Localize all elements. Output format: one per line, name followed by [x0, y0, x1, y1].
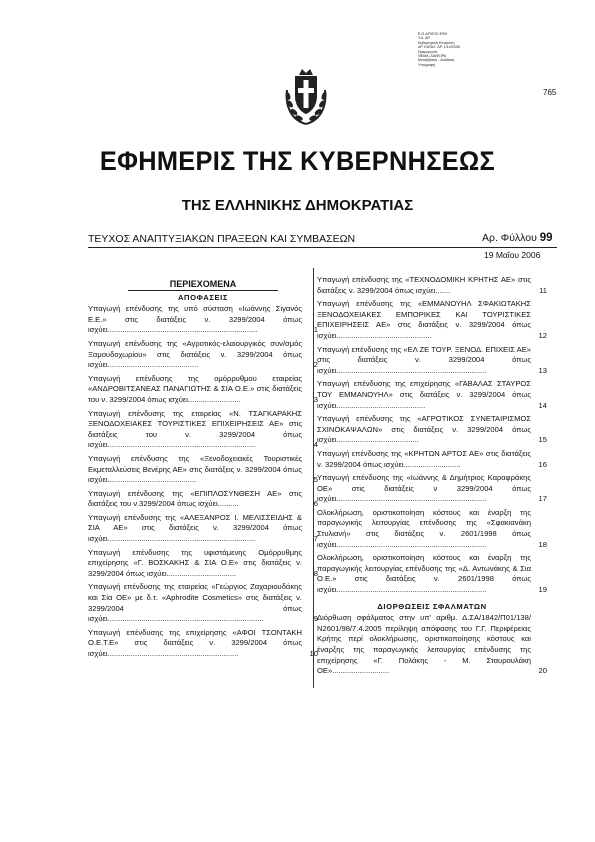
- toc-entry[interactable]: [317, 345, 547, 377]
- toc-entry-text: Υπαγωγή επένδυσης της «ΚΡΗΤΩΝ ΑΡΤΟΣ ΑΕ» στις διατάξεις ν. 3299/2004 όπως ισχύει...........................: [317, 448, 531, 469]
- toc-entry-page: 16: [538, 459, 547, 469]
- toc-entry[interactable]: [88, 409, 318, 451]
- stamp-line: Ημερομηνία: [418, 49, 438, 54]
- toc-entry[interactable]: [88, 489, 318, 510]
- toc-entry-text: Ολοκλήρωση, οριστικοποίηση κόστους και έναρξη της παραγωγικής λειτουργίας επένδυσης της «Δ. Αντωνάκης & Σια Ο.Ε.» στις διατάξεις ν. 2601/1998 όπως ισχύει.......................................................................: [317, 553, 531, 595]
- toc-entry[interactable]: [317, 508, 547, 550]
- toc-entry-page: 9: [313, 614, 318, 624]
- toc-entry[interactable]: [88, 339, 318, 371]
- toc-entry-text: Υπαγωγή επένδυσης της εταιρείας «Ν. ΤΣΑΓΚΑΡΑΚΗΣ ΞΕΝΟΔΟΧΕΙΑΚΕΣ ΤΟΥΡΙΣΤΙΚΕΣ ΕΠΙΧΕΙΡΗΣΕΙΣ ΑΕ» στις διατάξεις του ν. 3299/2004 όπως ισχύει......................................................................: [88, 408, 302, 450]
- toc-entry-page: 8: [313, 568, 318, 578]
- toc-entry-text: Ολοκλήρωση, οριστικοποίηση κόστους και έναρξη της παραγωγικής λειτουργίας επένδυσης της «Σφακιανάκη Στυλιανή» στις διατάξεις ν. 2601/1998 όπως ισχύει.......................................................................: [317, 507, 531, 549]
- sheet-label: Αρ. Φύλλου: [482, 232, 537, 244]
- toc-entry-text: Υπαγωγή επένδυσης της «Ξενοδοχειακές Τουριστικές Εκμεταλλεύσεις Βενέρης ΑΕ» στις διατάξεις ν. 3299/2004 όπως ισχύει..........................................: [88, 453, 302, 485]
- toc-entry-text: Υπαγωγή επένδυσης της «ΕΛ ΖΕ ΤΟΥΡ. ΞΕΝΟΔ. ΕΠΙΧΕΙΣ ΑΕ» στις διατάξεις ν. 3299/2004 όπως ισχύει.......................................................................: [317, 344, 531, 375]
- toc-entry[interactable]: [88, 548, 318, 580]
- toc-entry-page: 2: [313, 360, 318, 370]
- issue-date: 19 Μαΐου 2006: [484, 250, 541, 260]
- toc-entry-page: 7: [313, 534, 318, 544]
- issue-type: ΤΕΥΧΟΣ ΑΝΑΠΤΥΞΙΑΚΩΝ ΠΡΑΞΕΩΝ ΚΑΙ ΣΥΜΒΑΣΕΩΝ: [88, 233, 356, 245]
- toc-entry[interactable]: [317, 553, 547, 595]
- toc-entry-page: 3: [313, 394, 318, 404]
- toc-entry[interactable]: [88, 582, 318, 624]
- toc-entry-page: 19: [538, 585, 547, 595]
- toc-entry-text: Υπαγωγή επένδυσης της υπό σύσταση «Ιωάννης Σιγανός Ε.Ε.» στις διατάξεις ν. 3299/2004 όπως ισχύει.......................................................................: [88, 304, 302, 335]
- toc-entry-text: Υπαγωγή επένδυσης της «Αγροτικός-ελαιουργικός συν/σμός Ξαμουδοχωρίου» στις διατάξεις ν. 3299/2004 όπως ισχύει...........................................: [88, 338, 302, 370]
- section-errata: ΔΙΟΡΘΩΣΕΙΣ ΣΦΑΛΜΑΤΩΝ: [377, 601, 487, 611]
- toc-entry-text: Υπαγωγή επένδυσης της εταιρείας «Γεώργιος Ζαχαριουδάκης και Σία ΟΕ» με δ.τ. «Aphrodite Cosmetics» στις διατάξεις ν. 3299/2004 όπως ισχύει..........................................................................: [88, 582, 302, 624]
- toc-entry[interactable]: [317, 449, 547, 470]
- toc-entry[interactable]: [88, 374, 318, 406]
- sheet-number: [482, 232, 553, 244]
- gazette-title: ΕΦΗΜΕΡΙΣ ΤΗΣ ΚΥΒΕΡΝΗΣΕΩΣ: [99, 146, 496, 176]
- stamp-line: Κυβερνητική Επιτροπή: [418, 40, 455, 45]
- toc-entry[interactable]: [317, 613, 547, 677]
- toc-entry-page: 18: [538, 539, 547, 549]
- toc-left-column: [88, 275, 318, 663]
- toc-entry-text: Υπαγωγή επένδυσης της «ΑΓΡΟΤΙΚΟΣ ΣΥΝΕΤΑΙΡΙΣΜΟΣ ΣΧΙΝΟΚΑΨΑΛΩΝ» στις διατάξεις ν. 3299/2004 όπως ισχύει.......................................: [317, 414, 531, 445]
- stamp-line: ΘΕΜΑ: ΔΙΑΦΟΡΑ: [418, 54, 447, 59]
- toc-entry-page: 15: [538, 435, 547, 445]
- toc-entry-page: 10: [309, 649, 318, 658]
- toc-entry-text: Υπαγωγή επένδυσης της επιχείρησης «ΓΑΒΑΛΑΣ ΣΤΑΥΡΟΣ ΤΟΥ ΕΜΜΑΝΟΥΗΛ» στις διατάξεις ν. 3299/2004 όπως ισχύει..........................................: [317, 379, 531, 410]
- toc-entry[interactable]: [88, 304, 318, 336]
- toc-entry-text: Υπαγωγή επένδυσης της υφιστάμενης Ομόρρυθμης επιχείρησης «Γ. ΒΟΣΚΑΚΗΣ & ΣΙΑ Ο.Ε» στις διατάξεις ν. 3299/2004 όπως ισχύει.................................: [88, 547, 302, 578]
- toc-entry[interactable]: [88, 454, 318, 486]
- toc-entry-page: 5: [313, 475, 318, 485]
- toc-entry[interactable]: [88, 513, 318, 545]
- toc-entry-text: Υπαγωγή επένδυσης της «ΕΜΜΑΝΟΥΗΛ ΣΦΑΚΙΩΤΑΚΗΣ ΞΕΝΟΔΟΧΕΙΑΚΕΣ ΕΜΠΟΡΙΚΕΣ ΚΑΙ ΤΟΥΡΙΣΤΙΚΕΣ ΕΠΙΧΕΙΡΗΣΕΙΣ ΑΕ» στις διατάξεις ν. 3299/2004 όπως ισχύει.............................................: [317, 299, 531, 340]
- sheet-value: 99: [539, 232, 553, 244]
- section-decisions: ΑΠΟΦΑΣΕΙΣ: [177, 292, 229, 302]
- toc-entry-page: 4: [313, 440, 318, 450]
- toc-entry-text: Υπαγωγή επένδυσης της επιχείρησης «ΑΦΟΙ ΤΣΟΝΤΑΚΗ Ο.Ε.Τ.Ε» στις διατάξεις ν. 3299/2004 όπως ισχύει..............................................................: [88, 627, 302, 658]
- toc-entry-text: Υπαγωγή επένδυσης της ομόρρυθμου εταιρείας «ΑΝΔΡΟΒΙΤΣΑΝΕΑΣ ΠΑΝΑΓΙΩΤΗΣ & ΣΙΑ Ο.Ε.» στις διατάξεις του ν. 3299/2004 όπως ισχύει.........................: [88, 373, 302, 404]
- toc-entry-page: 17: [538, 494, 547, 504]
- toc-entry-text: Υπαγωγή επένδυσης της «ΕΠΙΠΛΟΣΥΝΘΕΣΗ ΑΕ» στις διατάξεις του ν.3299/2004 όπως ισχύει..........: [88, 488, 302, 509]
- page-number: 765: [543, 88, 557, 97]
- toc-entry-page: 14: [538, 400, 547, 410]
- toc-entry-text: Υπαγωγή επένδυσης της «ΤΕΧΝΟΔΟΜΙΚΗ ΚΡΗΤΗΣ ΑΕ» στις διατάξεις ν. 3299/2004 όπως ισχύει.......: [317, 275, 531, 295]
- gazette-subtitle: ΤΗΣ ΕΛΛΗΝΙΚΗΣ ΔΗΜΟΚΡΑΤΙΑΣ: [181, 197, 414, 214]
- toc-entry-text: Υπαγωγή επένδυσης της «Ιωάννης & Δημήτριος Καραφράκης ΟΕ» στις διατάξεις ν 3299/2004 όπως ισχύει.......................................................................: [317, 473, 531, 504]
- greek-coat-of-arms-icon: [283, 66, 329, 126]
- toc-entry-page: 6: [313, 499, 318, 509]
- stamp-line: Υ.Α. ΑΡ.: [418, 36, 431, 41]
- toc-title: ΠΕΡΙΕΧΟΜΕΝΑ: [169, 279, 237, 289]
- toc-entry[interactable]: [317, 379, 547, 411]
- stamp-line: Υπογραφή: [418, 62, 436, 67]
- toc-entry-text: Διόρθωση σφάλματος στην υπ' αριθμ. Δ.ΣΑ/1842/Π01/138/Ν2601/98/7.4.2005 περίληψη απόφασης του Γ.Γ. Περιφέρειας Κρήτης περί ολοκλήρωσης, οριστικοποίησης κόστους και έναρξης της παραγωγικής λειτουργίας επένδυσης της επιχείρησης «Γ. Πολάκης - Μ. Σταυρουλάκη ΟΕ»...........................: [317, 613, 531, 676]
- registration-stamp: [418, 32, 488, 67]
- toc-title-rule: [128, 290, 278, 291]
- toc-entry[interactable]: [317, 473, 547, 505]
- stamp-line: Μεταβίβαση - Ανάθεση: [418, 58, 455, 63]
- toc-entry-page: 11: [539, 285, 547, 295]
- stamp-line: Ε.Θ.ΑΡΧΕΙΟ ΕΦΚ: [418, 32, 448, 36]
- header-rule: [88, 247, 557, 248]
- toc-entry[interactable]: [317, 275, 547, 296]
- toc-entry-text: Υπαγωγή επένδυσης της «ΑΛΕΞΑΝΡΟΣ Ι. ΜΕΛΙΣΣΕΙΔΗΣ & ΣΙΑ ΑΕ» στις διατάξεις ν. 3299/2004 όπως ισχύει......................................................................: [88, 512, 302, 544]
- toc-entry[interactable]: [88, 628, 318, 660]
- toc-entry-page: 1: [313, 325, 318, 335]
- toc-entry-page: 13: [538, 365, 547, 375]
- toc-entry-page: 12: [538, 330, 547, 340]
- toc-entry[interactable]: [317, 299, 547, 341]
- toc-entry-page: 20: [538, 666, 547, 676]
- toc-entry[interactable]: [317, 414, 547, 446]
- stamp-line: ΑΡ. ΚΑΤΑΧ. ΑΡ. 1/10/2006: [418, 45, 460, 50]
- toc-right-column: [317, 275, 547, 680]
